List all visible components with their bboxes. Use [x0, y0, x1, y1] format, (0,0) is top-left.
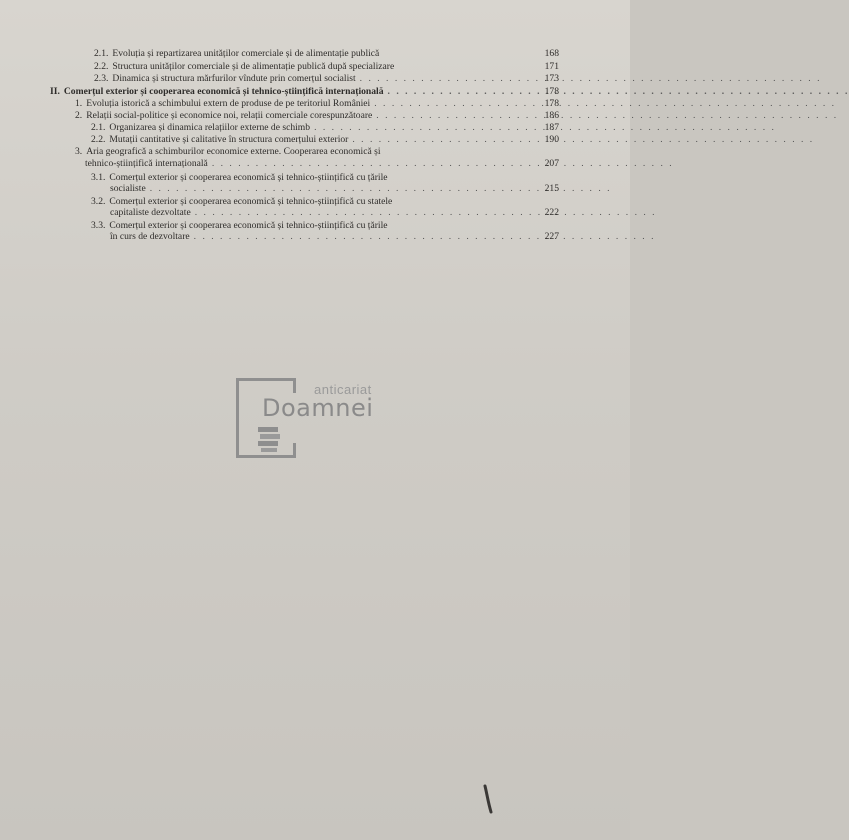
toc-entry-title: Dinamica și structura mărfurilor vîndute prin comerțul socialist	[112, 73, 356, 84]
toc-entry-number: 2.2.	[94, 61, 109, 72]
leader-dots	[388, 86, 849, 97]
toc-entry-number: 2.1.	[91, 122, 106, 133]
toc-entry	[91, 122, 559, 133]
toc-entry	[91, 134, 559, 145]
toc-entry-page: 190	[544, 134, 559, 145]
toc-entry-number: 3.2.	[91, 196, 106, 207]
leader-dots	[212, 158, 674, 169]
toc-entry-number: 3.	[75, 146, 83, 157]
leader-dots	[195, 207, 657, 218]
leader-dots	[352, 134, 814, 145]
toc-entry-title: Aria geografică a schimburilor economice externe. Cooperarea economică și	[86, 146, 381, 157]
toc-entry-page: 227	[544, 231, 559, 242]
toc-entry	[91, 196, 559, 207]
toc-entry	[91, 220, 559, 231]
toc-entry-page: 171	[544, 61, 559, 72]
toc-entry-title: Comerțul exterior și cooperarea economică și tehnico-științifică cu statele	[109, 196, 393, 207]
toc-entry-number: 2.2.	[91, 134, 106, 145]
toc-entry-number: 3.1.	[91, 172, 106, 183]
table-of-contents	[0, 0, 630, 260]
toc-entry-page: 222	[544, 207, 559, 218]
toc-entry-title: în curs de dezvoltare	[110, 231, 190, 242]
toc-entry-continuation	[110, 231, 559, 242]
books-icon	[256, 425, 282, 453]
toc-entry	[91, 172, 559, 183]
toc-entry	[75, 98, 559, 109]
toc-entry-continuation	[110, 183, 559, 194]
toc-entry-title: Evoluția istorică a schimbului extern de produse de pe teritoriul României	[86, 98, 371, 109]
leader-dots	[360, 73, 822, 84]
toc-entry-title: Structura unităților comerciale și de alimentație publică după specializare	[112, 61, 395, 72]
leader-dots	[194, 231, 656, 242]
toc-entry	[94, 73, 559, 84]
toc-entry-title: Evoluția și repartizarea unităților comerciale și de alimentație publică	[112, 48, 380, 59]
leader-dots	[150, 183, 612, 194]
toc-entry-title: Comerțul exterior și cooperarea economică și tehnico-științifică internațională	[63, 86, 384, 97]
toc-entry-number: 3.3.	[91, 220, 106, 231]
toc-entry-title: capitaliste dezvoltate	[110, 207, 191, 218]
toc-entry-page: 168	[544, 48, 559, 59]
bookstore-watermark	[236, 378, 406, 460]
toc-entry-title: socialiste	[110, 183, 146, 194]
watermark-small-text: anticariat	[314, 382, 372, 397]
toc-entry	[75, 110, 559, 121]
toc-entry-page: 187	[544, 122, 559, 133]
toc-entry-page: 178	[544, 86, 559, 97]
toc-entry	[94, 61, 559, 72]
leader-dots	[374, 98, 836, 109]
toc-entry-number: 2.1.	[94, 48, 109, 59]
toc-entry-number: 2.3.	[94, 73, 109, 84]
toc-entry-title: Organizarea și dinamica relațiilor externe de schimb	[109, 122, 311, 133]
leader-dots	[376, 110, 838, 121]
toc-entry-number: 2.	[75, 110, 83, 121]
toc-entry	[75, 146, 559, 157]
toc-entry-number: II.	[50, 86, 60, 97]
toc-entry-title: tehnico-științifică internațională	[85, 158, 208, 169]
toc-entry-continuation	[85, 158, 559, 169]
toc-entry-title: Comerțul exterior și cooperarea economică și tehnico-științifică cu țările	[109, 172, 388, 183]
watermark-brand-text: Doamnei	[262, 394, 374, 422]
toc-chapter	[50, 86, 559, 97]
toc-entry-page: 186	[544, 110, 559, 121]
toc-entry-title: Relații social-politice și economice noi, relații comerciale corespunzătoare	[86, 110, 373, 121]
ink-mark-icon	[482, 784, 496, 816]
toc-entry-page: 173	[544, 73, 559, 84]
toc-entry-page: 207	[544, 158, 559, 169]
toc-entry-continuation	[110, 207, 559, 218]
toc-entry-number: 1.	[75, 98, 83, 109]
toc-entry-title: Comerțul exterior și cooperarea economică și tehnico-științifică cu țările	[109, 220, 388, 231]
toc-entry	[94, 48, 559, 59]
toc-entry-page: 215	[544, 183, 559, 194]
toc-entry-title: Mutații cantitative și calitative în structura comerțului exterior	[109, 134, 349, 145]
toc-entry-page: 178	[544, 98, 559, 109]
